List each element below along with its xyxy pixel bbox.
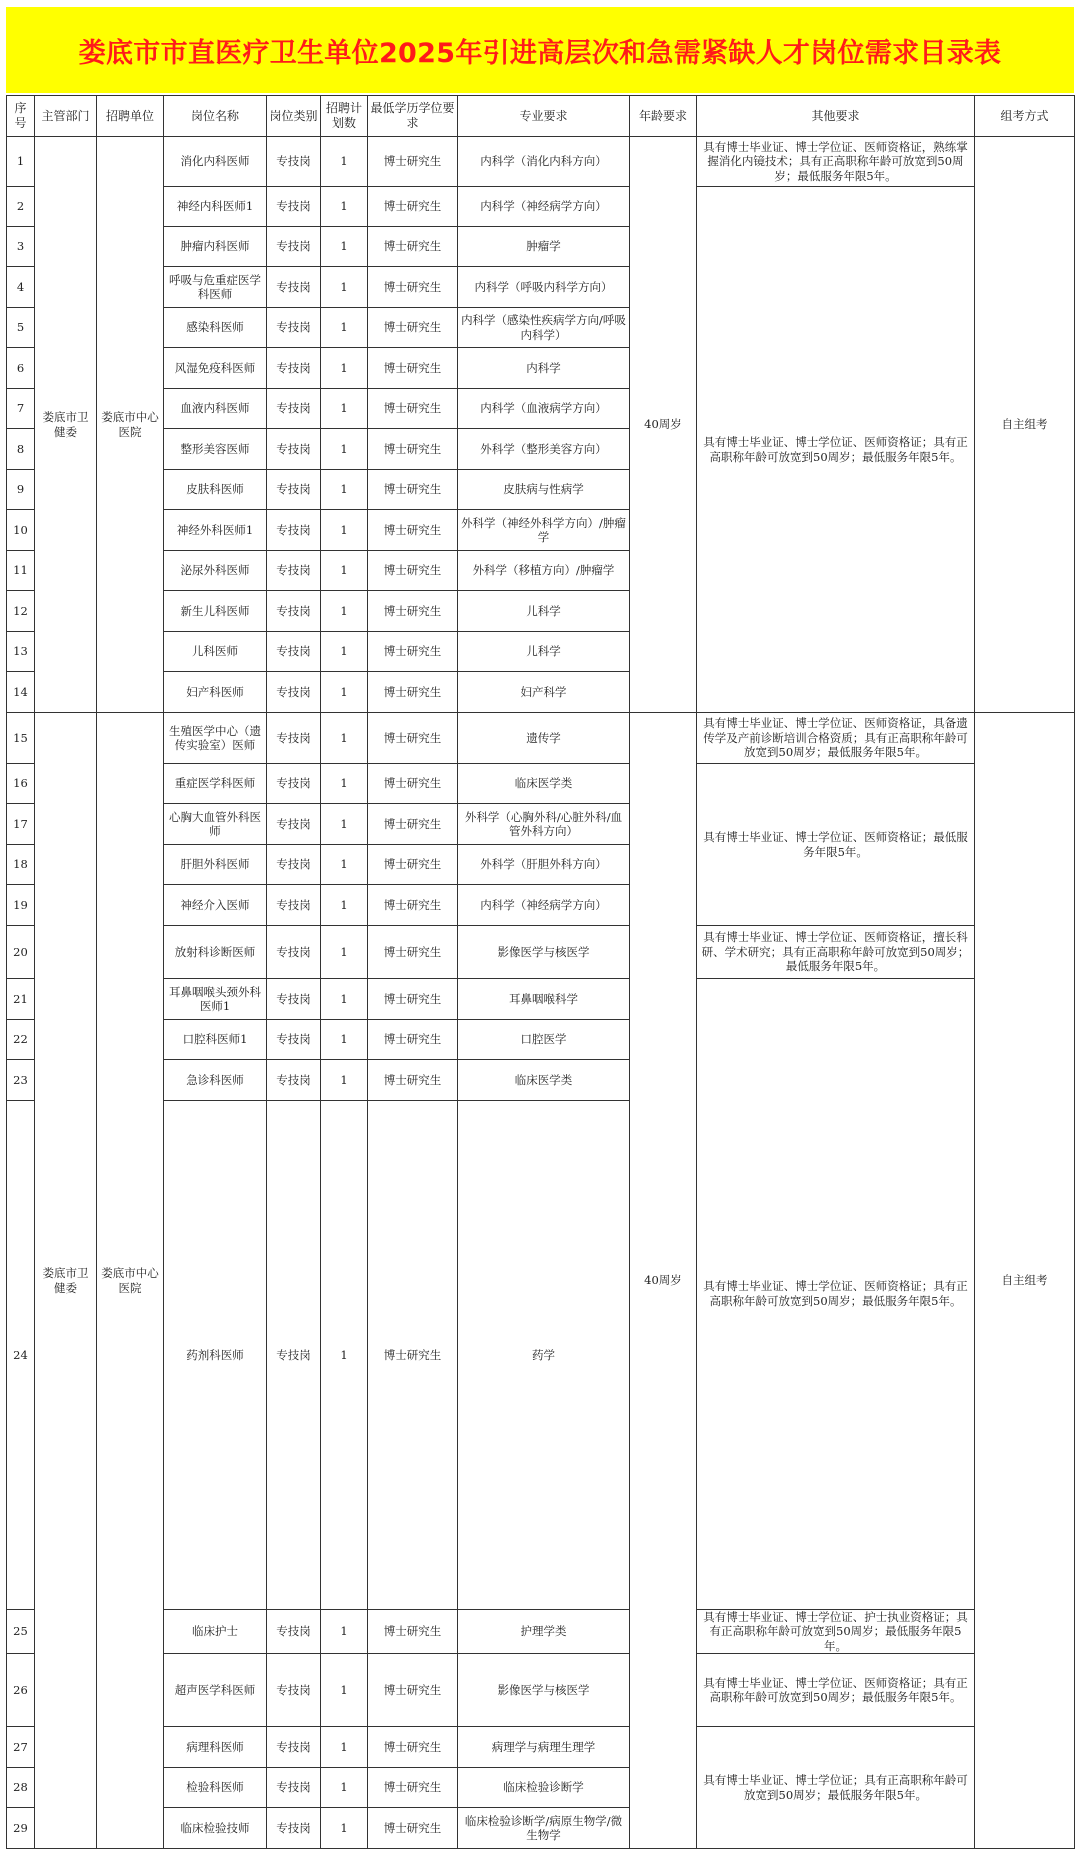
education-req: 博士研究生 (368, 470, 458, 510)
major-req: 口腔医学 (458, 1020, 630, 1060)
plan-count: 1 (321, 1808, 368, 1849)
post-type: 专技岗 (267, 1808, 321, 1849)
major-req: 耳鼻咽喉科学 (458, 979, 630, 1020)
table-row (7, 713, 1075, 764)
plan-count: 1 (321, 1654, 368, 1727)
post-type: 专技岗 (267, 885, 321, 926)
row-seq: 12 (7, 591, 35, 632)
post-type: 专技岗 (267, 764, 321, 804)
post-name: 耳鼻咽喉头颈外科医师1 (164, 979, 267, 1020)
major-req: 内科学（神经病学方向） (458, 187, 630, 227)
major-req: 影像医学与核医学 (458, 926, 630, 979)
major-req: 护理学类 (458, 1609, 630, 1654)
education-req: 博士研究生 (368, 926, 458, 979)
row-seq: 8 (7, 429, 35, 470)
education-req: 博士研究生 (368, 845, 458, 885)
table-row (7, 979, 1075, 1020)
post-type: 专技岗 (267, 804, 321, 845)
table-row (7, 137, 1075, 187)
major-req: 内科学（神经病学方向） (458, 885, 630, 926)
plan-count: 1 (321, 389, 368, 429)
row-seq: 23 (7, 1060, 35, 1101)
plan-count: 1 (321, 429, 368, 470)
dept-cell: 娄底市卫健委 (35, 713, 97, 1849)
row-seq: 3 (7, 227, 35, 267)
major-req: 外科学（心胸外科/心脏外科/血管外科方向） (458, 804, 630, 845)
major-req: 临床医学类 (458, 764, 630, 804)
table-header-row (7, 96, 1075, 137)
row-seq: 7 (7, 389, 35, 429)
unit-cell: 娄底市中心医院 (97, 713, 164, 1849)
row-seq: 6 (7, 348, 35, 389)
education-req: 博士研究生 (368, 348, 458, 389)
row-seq: 11 (7, 551, 35, 591)
post-name: 急诊科医师 (164, 1060, 267, 1101)
table-row (7, 764, 1075, 804)
plan-count: 1 (321, 470, 368, 510)
post-type: 专技岗 (267, 227, 321, 267)
row-seq: 25 (7, 1609, 35, 1654)
major-req: 病理学与病理生理学 (458, 1727, 630, 1768)
post-name: 神经介入医师 (164, 885, 267, 926)
plan-count: 1 (321, 1768, 368, 1808)
post-name: 心胸大血管外科医师 (164, 804, 267, 845)
post-name: 肿瘤内科医师 (164, 227, 267, 267)
post-name: 消化内科医师 (164, 137, 267, 187)
post-type: 专技岗 (267, 137, 321, 187)
post-name: 超声医学科医师 (164, 1654, 267, 1727)
major-req: 内科学（感染性疾病学方向/呼吸内科学） (458, 308, 630, 348)
major-req: 内科学 (458, 348, 630, 389)
row-seq: 1 (7, 137, 35, 187)
education-req: 博士研究生 (368, 227, 458, 267)
other-req: 具有博士毕业证、博士学位证、医师资格证，具备遗传学及产前诊断培训合格资质；具有正高职称年龄可放宽到50周岁；最低服务年限5年。 (697, 713, 975, 764)
education-req: 博士研究生 (368, 591, 458, 632)
education-req: 博士研究生 (368, 1727, 458, 1768)
post-type: 专技岗 (267, 1768, 321, 1808)
dept-cell: 娄底市卫健委 (35, 137, 97, 713)
plan-count: 1 (321, 551, 368, 591)
education-req: 博士研究生 (368, 804, 458, 845)
row-seq: 5 (7, 308, 35, 348)
major-req: 临床检验诊断学 (458, 1768, 630, 1808)
table-row (7, 1654, 1075, 1727)
row-seq: 16 (7, 764, 35, 804)
header-exam: 组考方式 (975, 96, 1075, 137)
post-name: 泌尿外科医师 (164, 551, 267, 591)
post-name: 重症医学科医师 (164, 764, 267, 804)
post-type: 专技岗 (267, 429, 321, 470)
page-title: 娄底市市直医疗卫生单位2025年引进高层次和急需紧缺人才岗位需求目录表 (78, 37, 1002, 69)
plan-count: 1 (321, 804, 368, 845)
major-req: 遗传学 (458, 713, 630, 764)
post-name: 妇产科医师 (164, 672, 267, 713)
post-type: 专技岗 (267, 926, 321, 979)
post-name: 放射科诊断医师 (164, 926, 267, 979)
post-type: 专技岗 (267, 470, 321, 510)
post-type: 专技岗 (267, 672, 321, 713)
row-seq: 15 (7, 713, 35, 764)
plan-count: 1 (321, 187, 368, 227)
education-req: 博士研究生 (368, 979, 458, 1020)
plan-count: 1 (321, 348, 368, 389)
table-row (7, 187, 1075, 227)
plan-count: 1 (321, 885, 368, 926)
row-seq: 22 (7, 1020, 35, 1060)
other-req: 具有博士毕业证、博士学位证、医师资格证；具有正高职称年龄可放宽到50周岁；最低服务年限5年。 (697, 187, 975, 713)
post-name: 肝胆外科医师 (164, 845, 267, 885)
post-name: 整形美容医师 (164, 429, 267, 470)
other-req: 具有博士毕业证、博士学位证、医师资格证，擅长科研、学术研究；具有正高职称年龄可放宽到50周岁；最低服务年限5年。 (697, 926, 975, 979)
table-row (7, 1609, 1075, 1654)
education-req: 博士研究生 (368, 308, 458, 348)
post-type: 专技岗 (267, 187, 321, 227)
row-seq: 2 (7, 187, 35, 227)
header-post: 岗位名称 (164, 96, 267, 137)
major-req: 外科学（整形美容方向） (458, 429, 630, 470)
table-row (7, 926, 1075, 979)
plan-count: 1 (321, 137, 368, 187)
unit-cell: 娄底市中心医院 (97, 137, 164, 713)
post-type: 专技岗 (267, 1101, 321, 1610)
plan-count: 1 (321, 672, 368, 713)
header-post-type: 岗位类别 (267, 96, 321, 137)
major-req: 肿瘤学 (458, 227, 630, 267)
row-seq: 20 (7, 926, 35, 979)
education-req: 博士研究生 (368, 551, 458, 591)
other-req: 具有博士毕业证、博士学位证、医师资格证；最低服务年限5年。 (697, 764, 975, 926)
education-req: 博士研究生 (368, 713, 458, 764)
header-seq: 序号 (7, 96, 35, 137)
education-req: 博士研究生 (368, 632, 458, 672)
post-name: 新生儿科医师 (164, 591, 267, 632)
post-name: 血液内科医师 (164, 389, 267, 429)
post-name: 口腔科医师1 (164, 1020, 267, 1060)
plan-count: 1 (321, 510, 368, 551)
other-req: 具有博士毕业证、博士学位证、医师资格证，熟练掌握消化内镜技术；具有正高职称年龄可放宽到50周岁；最低服务年限5年。 (697, 137, 975, 187)
post-type: 专技岗 (267, 1020, 321, 1060)
major-req: 药学 (458, 1101, 630, 1610)
major-req: 儿科学 (458, 591, 630, 632)
major-req: 内科学（血液病学方向） (458, 389, 630, 429)
exam-cell: 自主组考 (975, 137, 1075, 713)
plan-count: 1 (321, 1727, 368, 1768)
header-unit: 招聘单位 (97, 96, 164, 137)
education-req: 博士研究生 (368, 187, 458, 227)
major-req: 外科学（神经外科学方向）/肿瘤学 (458, 510, 630, 551)
post-type: 专技岗 (267, 267, 321, 308)
post-name: 感染科医师 (164, 308, 267, 348)
exam-cell: 自主组考 (975, 713, 1075, 1849)
post-type: 专技岗 (267, 389, 321, 429)
header-major: 专业要求 (458, 96, 630, 137)
plan-count: 1 (321, 926, 368, 979)
row-seq: 21 (7, 979, 35, 1020)
post-name: 神经外科医师1 (164, 510, 267, 551)
post-type: 专技岗 (267, 1609, 321, 1654)
header-plan: 招聘计划数 (321, 96, 368, 137)
plan-count: 1 (321, 845, 368, 885)
post-type: 专技岗 (267, 551, 321, 591)
other-req: 具有博士毕业证、博士学位证；具有正高职称年龄可放宽到50周岁；最低服务年限5年。 (697, 1727, 975, 1849)
major-req: 内科学（消化内科方向） (458, 137, 630, 187)
education-req: 博士研究生 (368, 885, 458, 926)
plan-count: 1 (321, 591, 368, 632)
education-req: 博士研究生 (368, 1609, 458, 1654)
major-req: 外科学（肝胆外科方向） (458, 845, 630, 885)
row-seq: 17 (7, 804, 35, 845)
row-seq: 10 (7, 510, 35, 551)
header-other: 其他要求 (697, 96, 975, 137)
plan-count: 1 (321, 979, 368, 1020)
post-name: 皮肤科医师 (164, 470, 267, 510)
other-req: 具有博士毕业证、博士学位证、医师资格证；具有正高职称年龄可放宽到50周岁；最低服务年限5年。 (697, 1654, 975, 1727)
table-row (7, 1727, 1075, 1768)
other-req: 具有博士毕业证、博士学位证、护士执业资格证；具有正高职称年龄可放宽到50周岁；最低服务年限5年。 (697, 1609, 975, 1654)
education-req: 博士研究生 (368, 1020, 458, 1060)
education-req: 博士研究生 (368, 764, 458, 804)
major-req: 儿科学 (458, 632, 630, 672)
major-req: 皮肤病与性病学 (458, 470, 630, 510)
plan-count: 1 (321, 267, 368, 308)
row-seq: 24 (7, 1101, 35, 1610)
header-education: 最低学历学位要求 (368, 96, 458, 137)
post-name: 神经内科医师1 (164, 187, 267, 227)
post-type: 专技岗 (267, 632, 321, 672)
post-type: 专技岗 (267, 979, 321, 1020)
plan-count: 1 (321, 227, 368, 267)
row-seq: 19 (7, 885, 35, 926)
plan-count: 1 (321, 632, 368, 672)
recruitment-table (6, 95, 1075, 1849)
major-req: 妇产科学 (458, 672, 630, 713)
post-name: 临床护士 (164, 1609, 267, 1654)
age-cell: 40周岁 (630, 713, 697, 1849)
post-type: 专技岗 (267, 1654, 321, 1727)
post-name: 药剂科医师 (164, 1101, 267, 1610)
education-req: 博士研究生 (368, 672, 458, 713)
plan-count: 1 (321, 764, 368, 804)
education-req: 博士研究生 (368, 137, 458, 187)
row-seq: 14 (7, 672, 35, 713)
post-type: 专技岗 (267, 1727, 321, 1768)
post-name: 临床检验技师 (164, 1808, 267, 1849)
education-req: 博士研究生 (368, 267, 458, 308)
education-req: 博士研究生 (368, 1768, 458, 1808)
other-req: 具有博士毕业证、博士学位证、医师资格证；具有正高职称年龄可放宽到50周岁；最低服务年限5年。 (697, 979, 975, 1610)
major-req: 内科学（呼吸内科学方向） (458, 267, 630, 308)
major-req: 外科学（移植方向）/肿瘤学 (458, 551, 630, 591)
post-type: 专技岗 (267, 713, 321, 764)
plan-count: 1 (321, 1020, 368, 1060)
post-type: 专技岗 (267, 308, 321, 348)
post-type: 专技岗 (267, 1060, 321, 1101)
education-req: 博士研究生 (368, 389, 458, 429)
row-seq: 4 (7, 267, 35, 308)
row-seq: 28 (7, 1768, 35, 1808)
row-seq: 13 (7, 632, 35, 672)
major-req: 临床医学类 (458, 1060, 630, 1101)
post-type: 专技岗 (267, 591, 321, 632)
post-name: 生殖医学中心（遗传实验室）医师 (164, 713, 267, 764)
post-type: 专技岗 (267, 845, 321, 885)
post-type: 专技岗 (267, 510, 321, 551)
row-seq: 26 (7, 1654, 35, 1727)
education-req: 博士研究生 (368, 1060, 458, 1101)
education-req: 博士研究生 (368, 1654, 458, 1727)
post-name: 检验科医师 (164, 1768, 267, 1808)
post-name: 儿科医师 (164, 632, 267, 672)
header-dept: 主管部门 (35, 96, 97, 137)
post-name: 呼吸与危重症医学科医师 (164, 267, 267, 308)
education-req: 博士研究生 (368, 1808, 458, 1849)
header-age: 年龄要求 (630, 96, 697, 137)
plan-count: 1 (321, 713, 368, 764)
post-name: 病理科医师 (164, 1727, 267, 1768)
post-name: 风湿免疫科医师 (164, 348, 267, 389)
plan-count: 1 (321, 1060, 368, 1101)
major-req: 临床检验诊断学/病原生物学/微生物学 (458, 1808, 630, 1849)
post-type: 专技岗 (267, 348, 321, 389)
title-banner (6, 7, 1074, 93)
row-seq: 27 (7, 1727, 35, 1768)
plan-count: 1 (321, 308, 368, 348)
row-seq: 29 (7, 1808, 35, 1849)
education-req: 博士研究生 (368, 429, 458, 470)
education-req: 博士研究生 (368, 510, 458, 551)
major-req: 影像医学与核医学 (458, 1654, 630, 1727)
row-seq: 9 (7, 470, 35, 510)
education-req: 博士研究生 (368, 1101, 458, 1610)
plan-count: 1 (321, 1609, 368, 1654)
age-cell: 40周岁 (630, 137, 697, 713)
row-seq: 18 (7, 845, 35, 885)
plan-count: 1 (321, 1101, 368, 1610)
